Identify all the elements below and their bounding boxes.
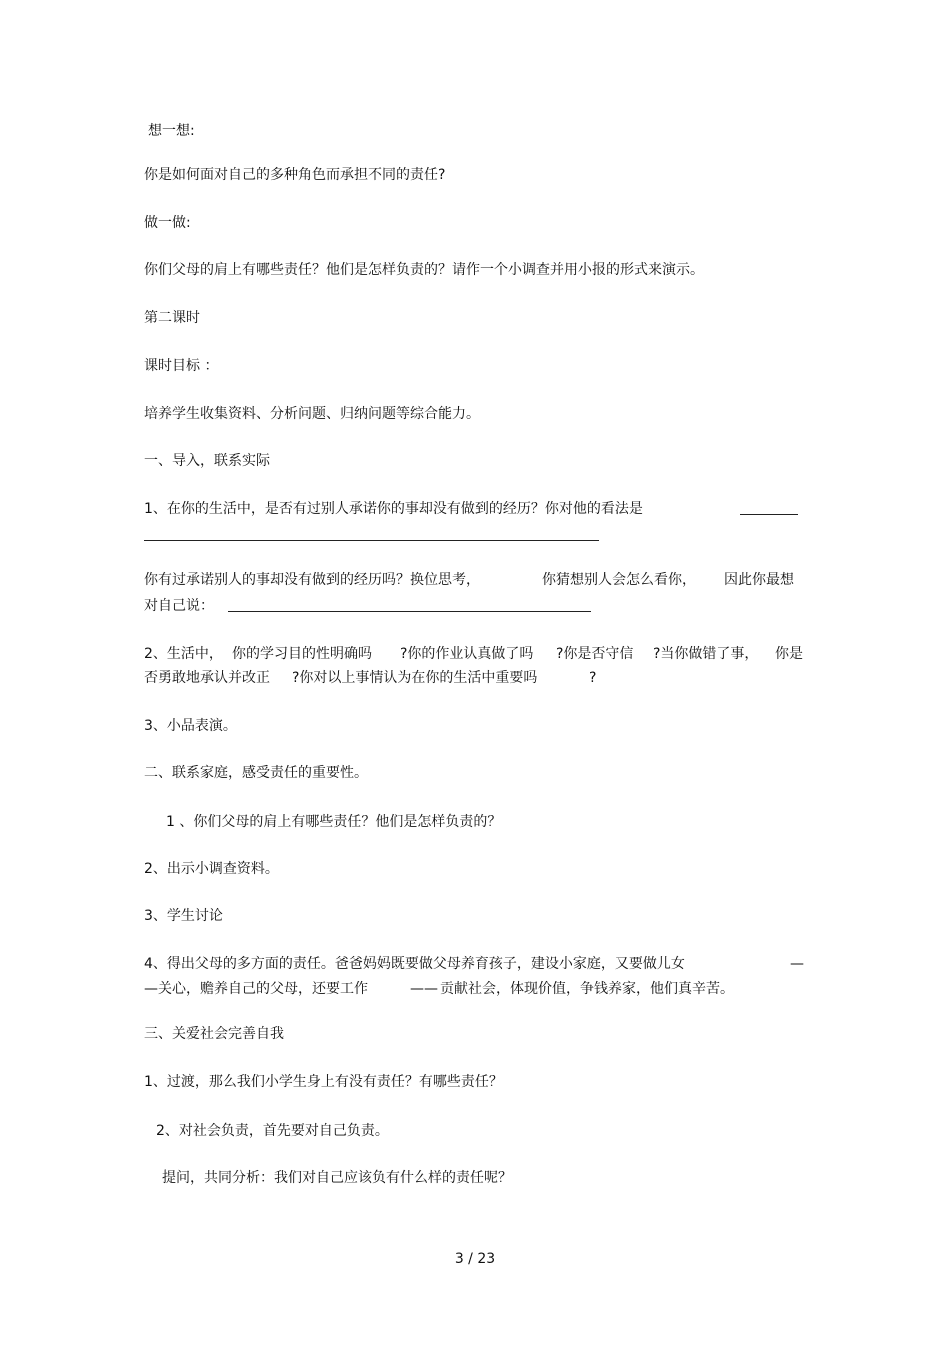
do-question: 你们父母的肩上有哪些责任？他们是怎样负责的？请作一个小调查并用小报的形式来演示。 — [144, 262, 704, 278]
question-2-part: ?你的作业认真做了吗 — [400, 646, 534, 662]
answer-blank[interactable] — [144, 526, 599, 541]
dash: —— — [410, 981, 438, 997]
question-3: 3、小品表演。 — [144, 718, 237, 734]
question-2-part: ?你是否守信 — [556, 646, 634, 662]
goal-label: 课时目标 ： — [144, 358, 219, 374]
section-2-item: 1 、你们父母的肩上有哪些责任？他们是怎样负责的？ — [166, 814, 502, 830]
section-2-item: 贡献社会，体现价值，争钱养家，他们真辛苦。 — [440, 981, 734, 997]
do-heading: 做一做: — [144, 215, 191, 231]
goal-text: 培养学生收集资料、分析问题、归纳问题等综合能力。 — [144, 406, 480, 422]
section-2-item: 3、学生讨论 — [144, 908, 223, 924]
think-heading: 想一想: — [148, 123, 195, 139]
page-number: 3 / 23 — [454, 1251, 496, 1267]
question-2-part: 你是 — [775, 646, 803, 662]
question-1b-part: 你有过承诺别人的事却没有做到的经历吗？换位思考， — [144, 572, 480, 588]
answer-blank[interactable] — [228, 597, 591, 612]
question-2-part: ?你对以上事情认为在你的生活中重要吗 — [292, 670, 538, 686]
section-3-item: 1、过渡，那么我们小学生身上有没有责任？有哪些责任？ — [144, 1074, 503, 1090]
question-1: 1、在你的生活中，是否有过别人承诺你的事却没有做到的经历？你对他的看法是 — [144, 501, 643, 517]
section-2-item: 2、出示小调查资料。 — [144, 861, 279, 877]
section-2-heading: 二、联系家庭，感受责任的重要性。 — [144, 765, 368, 781]
section-3-item: 提问，共同分析：我们对自己应该负有什么样的责任呢？ — [162, 1170, 512, 1186]
question-1b-part: 因此你最想 — [724, 572, 794, 588]
lesson-title: 第二课时 — [144, 310, 200, 326]
section-3-heading: 三、关爱社会完善自我 — [144, 1026, 284, 1042]
think-question: 你是如何面对自己的多种角色而承担不同的责任? — [144, 167, 446, 183]
answer-blank[interactable] — [740, 500, 798, 515]
question-2-part: 否勇敢地承认并改正 — [144, 670, 270, 686]
question-2-part: ?当你做错了事， — [653, 646, 759, 662]
question-2-part: 你的学习目的性明确吗 — [232, 646, 372, 662]
question-1c: 对自己说： — [144, 598, 214, 614]
section-3-item: 2、对社会负责，首先要对自己负责。 — [156, 1123, 389, 1139]
question-2-part: 2、生活中， — [144, 646, 223, 662]
question-2-part: ? — [589, 670, 597, 686]
section-2-item: 4、得出父母的多方面的责任。爸爸妈妈既要做父母养育孩子，建设小家庭，又要做儿女 — [144, 956, 685, 972]
question-1b-part: 你猜想别人会怎么看你， — [542, 572, 696, 588]
section-1-heading: 一、导入，联系实际 — [144, 453, 270, 469]
dash: — — [790, 956, 804, 972]
section-2-item: —关心，赡养自己的父母，还要工作 — [144, 981, 368, 997]
